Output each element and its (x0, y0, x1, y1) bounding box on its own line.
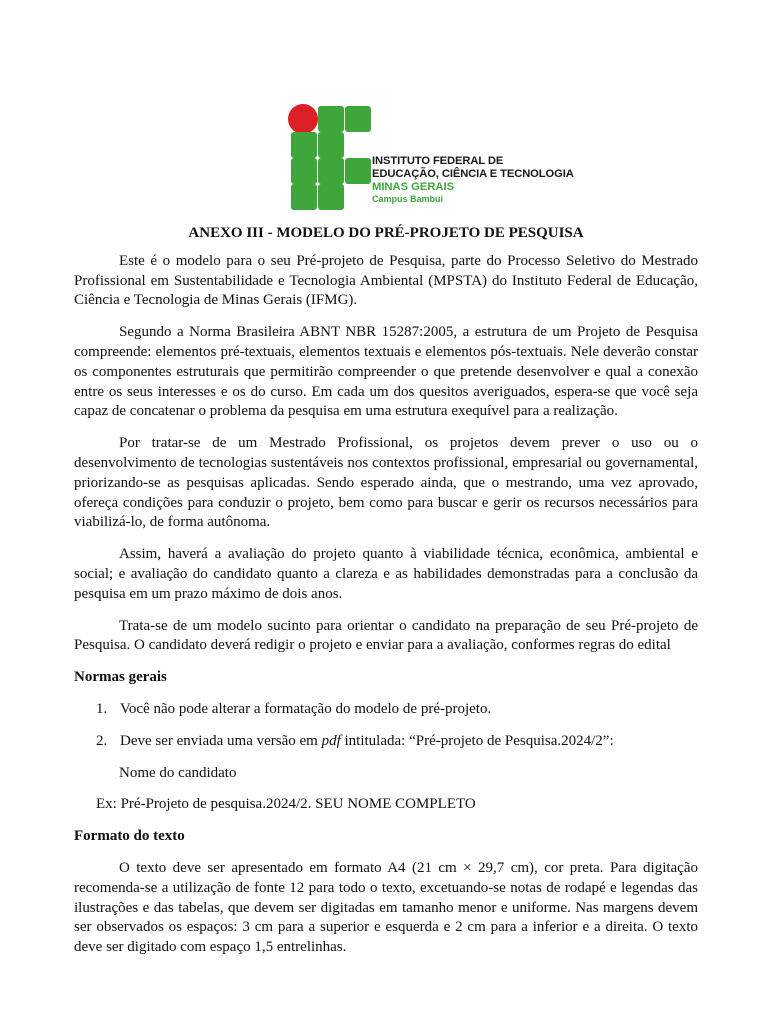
list-number: 1. (96, 700, 108, 717)
logo-square (291, 132, 317, 158)
paragraph-formato: O texto deve ser apresentado em formato A4 (21 cm × 29,7 cm), cor preta. Para digitação recomenda-se a utilização de fonte 12 para todo o texto, excetuando-se notas de rodapé e legendas das ilustrações e das tabelas, que devem ser digitadas em tamanho menor e uniforme. Nas margens devem ser observados os espaços: 3 cm para a superior e esquerda e 2 cm para a inferior e a direita. O texto deve ser digitado com espaço 1,5 entrelinhas. (74, 859, 698, 956)
list-text: Deve ser enviada uma versão em pdf intitulada: “Pré-projeto de Pesquisa.2024/2”: (120, 732, 614, 749)
logo-text (372, 155, 592, 205)
logo-line-1: INSTITUTO FEDERAL DE (372, 155, 504, 167)
logo-line-4: Campus Bambuí (372, 194, 444, 204)
paragraph-mestrado: Por tratar-se de um Mestrado Profissional, os projetos devem prever o uso ou o desenvolvimento de tecnologias sustentáveis nos contextos profissional, empresarial ou governamental, priorizando-se as pesquisas aplicadas. Sendo esperado ainda, que o mestrando, uma vez aprovado, ofereça condições para conduzir o projeto, bem como para buscar e gerir os recursos necessários para viabilizá-lo, de forma autônoma. (74, 435, 698, 531)
name-line: Nome do candidato (119, 764, 237, 781)
paragraph-avaliacao: Assim, haverá a avaliação do projeto quanto à viabilidade técnica, econômica, ambiental e social; e avaliação do candidato quanto a clareza e as habilidades demonstradas para a conclusão da pesquisa em um prazo máximo de dois anos. (74, 546, 698, 602)
list-item (74, 732, 698, 752)
heading-formato-texto: Formato do texto (74, 828, 185, 845)
logo-square (318, 106, 344, 132)
paragraph-intro: Este é o modelo para o seu Pré-projeto de Pesquisa, parte do Processo Seletivo do Mestrado Profissional em Sustentabilidade e Tecnologia Ambiental (MPSTA) do Instituto Federal de Educação, Ciência e Tecnologia de Minas Gerais (IFMG). (74, 252, 698, 309)
paragraph-abnt: Segundo a Norma Brasileira ABNT NBR 15287:2005, a estrutura de um Projeto de Pesquisa compreende: elementos pré-textuais, elementos textuais e elementos pós-textuais. Nele deverão constar os componentes estruturais que permitirão compreender o que pretende desenvolver e qual a conexão entre os seus interesses e os do curso. Em cada um dos quesitos averiguados, espera-se que você seja capaz de concatenar o problema da pesquisa em uma estrutura exequível para a realização. (74, 324, 698, 420)
list-number: 2. (96, 732, 108, 749)
paragraph-modelo: Trata-se de um modelo sucinto para orientar o candidato na preparação de seu Pré-projeto de Pesquisa. O candidato deverá redigir o projeto e enviar para a avaliação, conformes regras do edital (74, 617, 698, 654)
logo-square (318, 132, 344, 158)
heading-normas-gerais: Normas gerais (74, 669, 167, 686)
logo-grid-icon (288, 102, 372, 214)
list-text: Você não pode alterar a formatação do modelo de pré-projeto. (120, 700, 492, 717)
logo-square (345, 106, 371, 132)
logo-square (318, 184, 344, 210)
document-body (74, 224, 698, 970)
logo-square (291, 184, 317, 210)
logo-square (291, 158, 317, 184)
ifmg-logo (288, 102, 588, 214)
logo-line-2: EDUCAÇÃO, CIÊNCIA E TECNOLOGIA (372, 168, 574, 180)
example-line: Ex: Pré-Projeto de pesquisa.2024/2. SEU NOME COMPLETO (96, 796, 476, 813)
logo-red-circle (288, 104, 318, 134)
pdf-emphasis: pdf (321, 732, 341, 749)
document-title: ANEXO III - MODELO DO PRÉ-PROJETO DE PESQUISA (188, 225, 584, 241)
list-item (74, 700, 698, 720)
logo-square (345, 158, 371, 184)
logo-line-3: MINAS GERAIS (372, 181, 455, 193)
logo-square (318, 158, 344, 184)
